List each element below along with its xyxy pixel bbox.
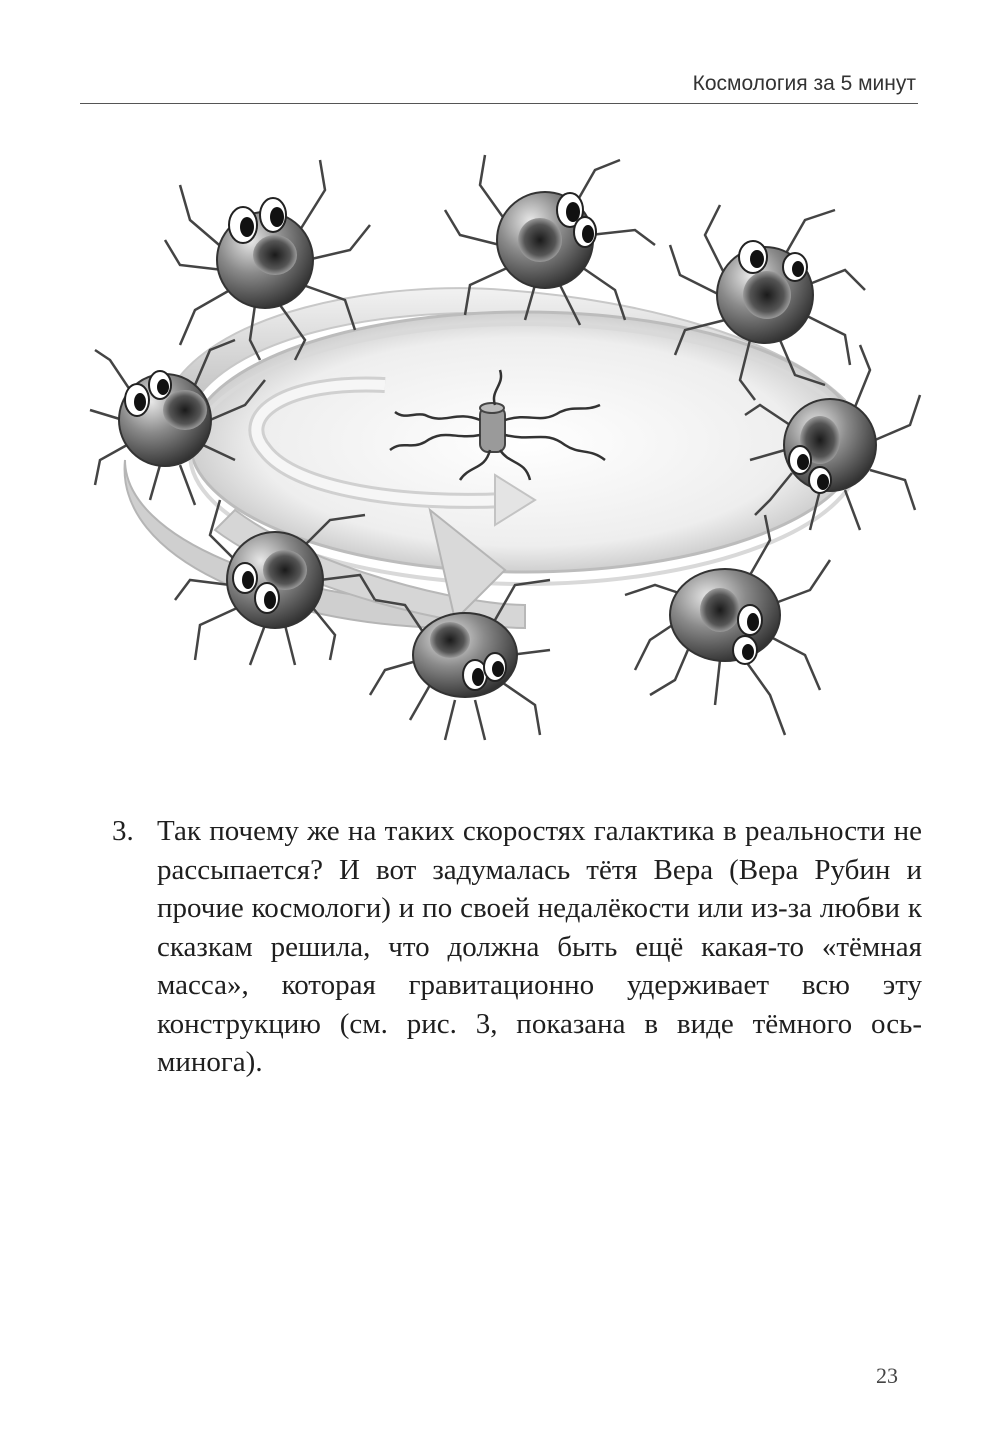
numbered-paragraph bbox=[112, 812, 922, 1082]
paragraph-text: Так почему же на таких скоростях галактика в реальности не рассыпается? И вот задумалась тётя Вера (Вера Рубин и прочие космологи) и по своей недалёкости или из-за любви к сказкам решила, что должна быть ещё какая-то «тёмная масса», которая гравитационно удерживает всю эту конструкцию (см. рис. 3, показана в виде тёмного осьминога). bbox=[157, 815, 922, 1078]
header-rule bbox=[80, 103, 918, 104]
galaxy-illustration bbox=[85, 150, 925, 760]
page-number: 23 bbox=[876, 1363, 898, 1388]
paragraph-number: 3. bbox=[112, 815, 134, 847]
galaxy-disk bbox=[190, 312, 860, 572]
running-head-title: Космология за 5 минут bbox=[692, 72, 916, 95]
